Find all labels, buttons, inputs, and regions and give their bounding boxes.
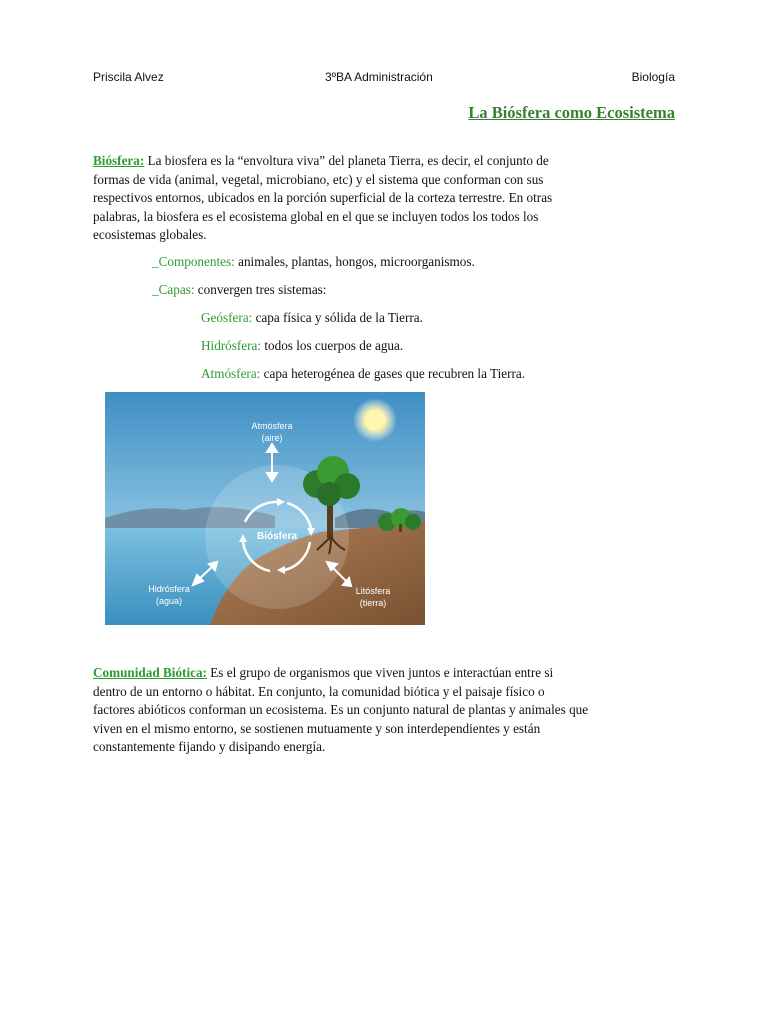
biosfera-text: La biosfera es la “envoltura viva” del planeta Tierra, es decir, el conjunto de bbox=[147, 153, 549, 168]
biosphere-label: Biósfera bbox=[256, 531, 298, 542]
hidrosfera-item bbox=[201, 338, 403, 354]
comunidad-line bbox=[93, 664, 678, 683]
geosfera-label: Geósfera: bbox=[201, 310, 253, 325]
componentes-item bbox=[152, 254, 475, 270]
comunidad-line: constantemente fijando y disipando energía. bbox=[93, 739, 326, 754]
lithosphere-sublabel: (tierra) bbox=[359, 598, 387, 608]
atmosphere-label: Atmósfera bbox=[251, 421, 293, 431]
biosfera-line: respectivos entornos, ubicados en la porción superficial de la corteza terrestre. En otras bbox=[93, 190, 553, 205]
hydrosphere-label: Hidrósfera bbox=[148, 584, 190, 594]
lithosphere-label: Litósfera bbox=[355, 586, 391, 596]
capas-label: _Capas: bbox=[152, 282, 195, 297]
hydrosphere-sublabel: (agua) bbox=[155, 596, 183, 606]
hidrosfera-label: Hidrósfera: bbox=[201, 338, 262, 353]
hidrosfera-text: todos los cuerpos de agua. bbox=[264, 338, 404, 353]
page-header bbox=[93, 70, 675, 88]
comunidad-paragraph bbox=[93, 664, 678, 757]
biosfera-line: ecosistemas globales. bbox=[93, 227, 207, 242]
biosphere-diagram bbox=[105, 392, 425, 625]
comunidad-line: dentro de un entorno o hábitat. En conjunto, la comunidad biótica y el paisaje físico o bbox=[93, 683, 545, 699]
atmosphere-sublabel: (aire) bbox=[261, 433, 283, 443]
geosfera-text: capa física y sólida de la Tierra. bbox=[255, 310, 423, 325]
document-title: La Biósfera como Ecosistema bbox=[468, 103, 675, 122]
capas-item bbox=[152, 282, 326, 298]
atmosfera-item bbox=[201, 366, 525, 382]
componentes-label: _Componentes: bbox=[152, 254, 235, 269]
atmosfera-label: Atmósfera: bbox=[201, 366, 261, 381]
comunidad-line: viven en el mismo entorno, se sostienen mutuamente y son interdependientes y están bbox=[93, 720, 541, 736]
biosfera-paragraph bbox=[93, 152, 678, 245]
biosfera-line: formas de vida (animal, vegetal, microbiano, etc) y el sistema que conforman con sus bbox=[93, 171, 544, 187]
comunidad-line: factores abióticos conforman un ecosistema. Es un conjunto natural de plantas y animales que bbox=[93, 702, 589, 717]
comunidad-text: Es el grupo de organismos que viven juntos e interactúan entre si bbox=[210, 665, 554, 680]
atmosfera-text: capa heterogénea de gases que recubren la Tierra. bbox=[263, 366, 526, 381]
author-name: Priscila Alvez bbox=[93, 70, 164, 84]
comunidad-term: Comunidad Biótica: bbox=[93, 665, 207, 680]
biosfera-line: palabras, la biosfera es el ecosistema global en el que se incluyen todos los todos los bbox=[93, 208, 539, 224]
subject-name: Biología bbox=[631, 70, 675, 84]
course-name: 3ºBA Administración bbox=[325, 70, 433, 84]
biosfera-line bbox=[93, 152, 678, 171]
capas-text: convergen tres sistemas: bbox=[197, 282, 327, 297]
geosfera-item bbox=[201, 310, 423, 326]
biosfera-term: Biósfera: bbox=[93, 153, 145, 168]
componentes-text: animales, plantas, hongos, microorganismos. bbox=[238, 254, 475, 269]
